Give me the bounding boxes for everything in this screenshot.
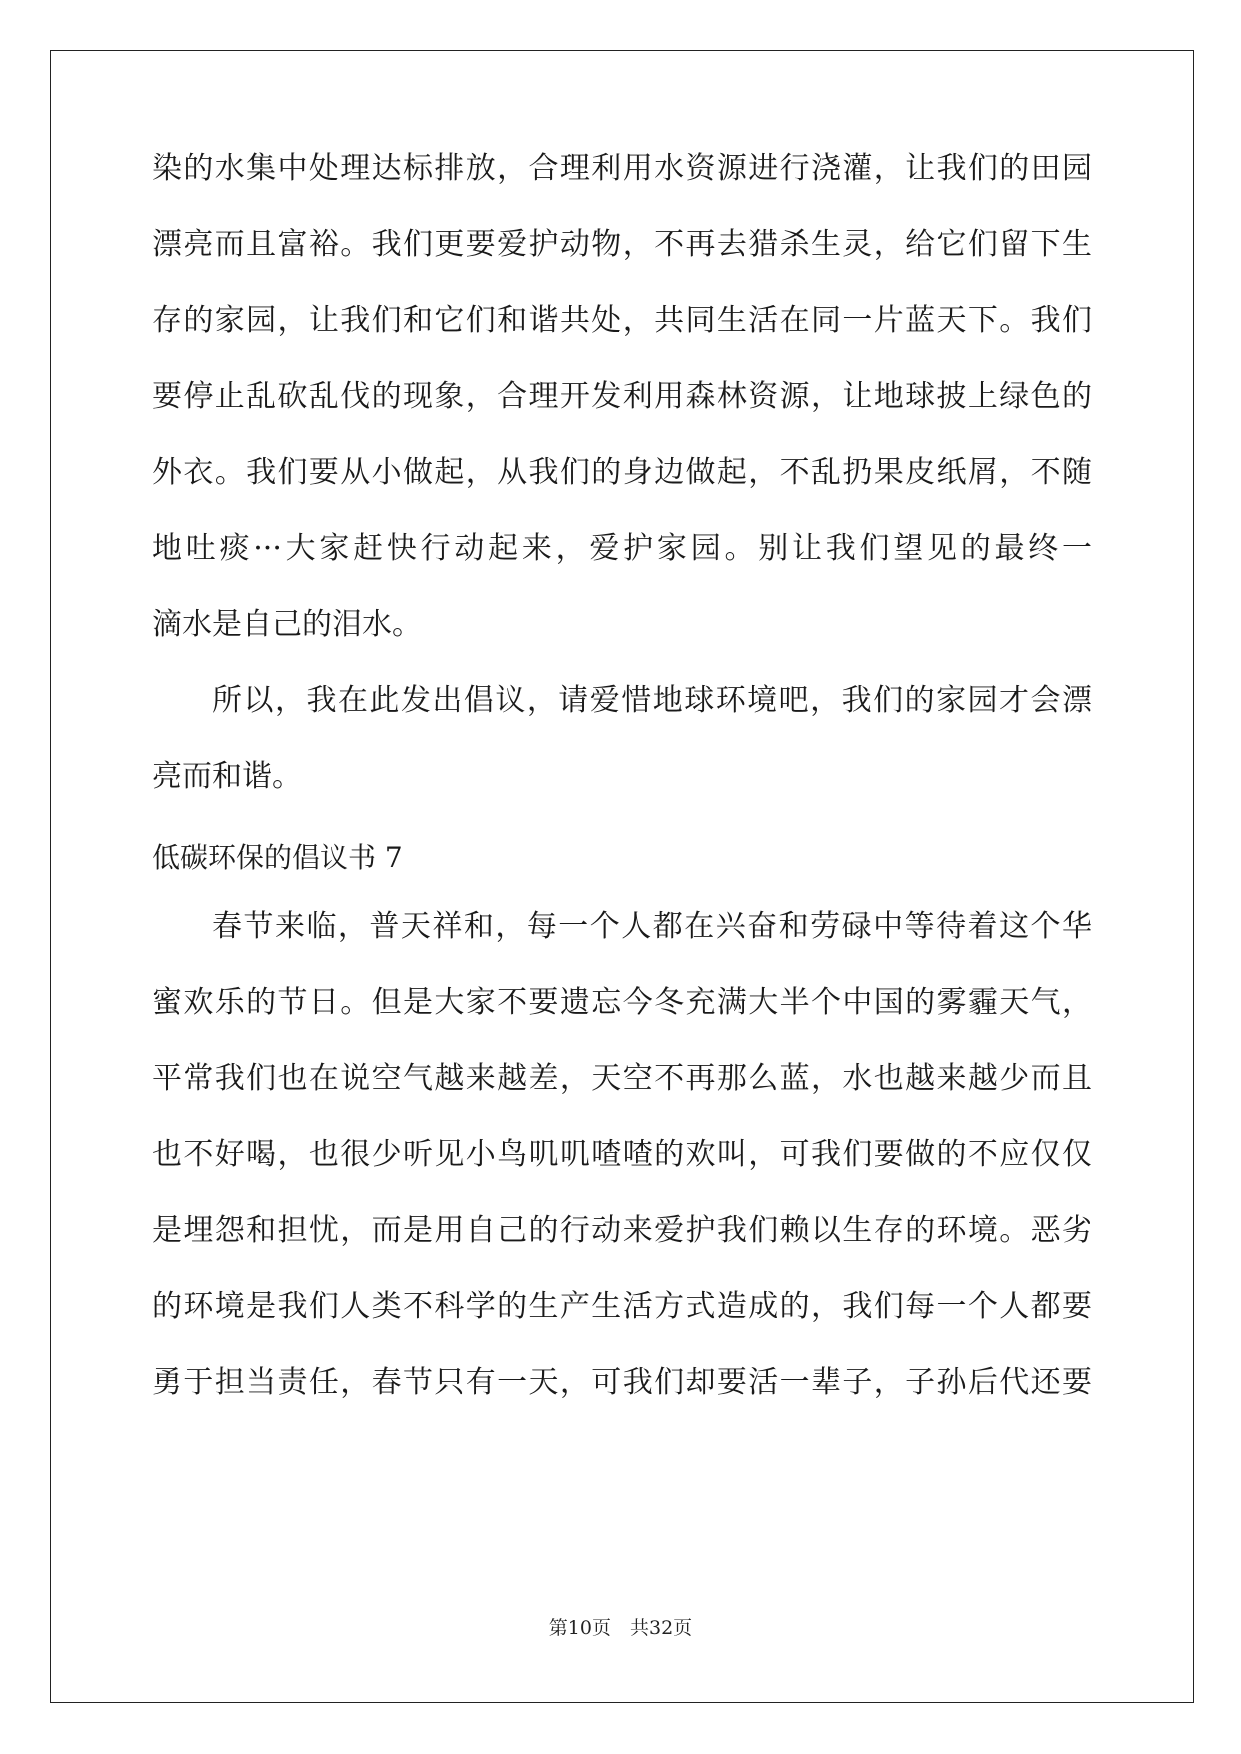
text-line: 滴水是自己的泪水。 <box>152 607 422 642</box>
text-line: 蜜欢乐的节日。但是大家不要遗忘今冬充满大半个中国的雾霾天气， <box>152 985 1092 1020</box>
page-footer <box>0 1613 1241 1640</box>
section-heading: 低碳环保的倡议书 7 <box>152 841 403 874</box>
text-line: 漂亮而且富裕。我们更要爱护动物，不再去猎杀生灵，给它们留下生 <box>152 227 1092 262</box>
text-line: 所以，我在此发出倡议，请爱惜地球环境吧，我们的家园才会漂 <box>212 683 1092 718</box>
text-line: 是埋怨和担忧，而是用自己的行动来爱护我们赖以生存的环境。恶劣 <box>152 1213 1092 1248</box>
text-line: 亮而和谐。 <box>152 759 302 794</box>
text-line: 勇于担当责任，春节只有一天，可我们却要活一辈子，子孙后代还要 <box>152 1365 1092 1400</box>
text-line: 春节来临，普天祥和，每一个人都在兴奋和劳碌中等待着这个华 <box>212 909 1092 944</box>
text-line: 存的家园，让我们和它们和谐共处，共同生活在同一片蓝天下。我们 <box>152 303 1092 338</box>
text-line: 地吐痰···大家赶快行动起来，爱护家园。别让我们望见的最终一 <box>152 531 1092 566</box>
page-total: 共32页 <box>630 1617 693 1639</box>
text-line: 也不好喝，也很少听见小鸟叽叽喳喳的欢叫，可我们要做的不应仅仅 <box>152 1137 1092 1172</box>
text-line: 染的水集中处理达标排放，合理利用水资源进行浇灌，让我们的田园 <box>152 151 1092 186</box>
text-line: 外衣。我们要从小做起，从我们的身边做起，不乱扔果皮纸屑，不随 <box>152 455 1092 490</box>
page-number: 第10页 <box>548 1617 611 1639</box>
page-border <box>50 50 1194 1703</box>
text-line: 平常我们也在说空气越来越差，天空不再那么蓝，水也越来越少而且 <box>152 1061 1092 1096</box>
text-line: 要停止乱砍乱伐的现象，合理开发利用森林资源，让地球披上绿色的 <box>152 379 1092 414</box>
text-line: 的环境是我们人类不科学的生产生活方式造成的，我们每一个人都要 <box>152 1289 1092 1324</box>
